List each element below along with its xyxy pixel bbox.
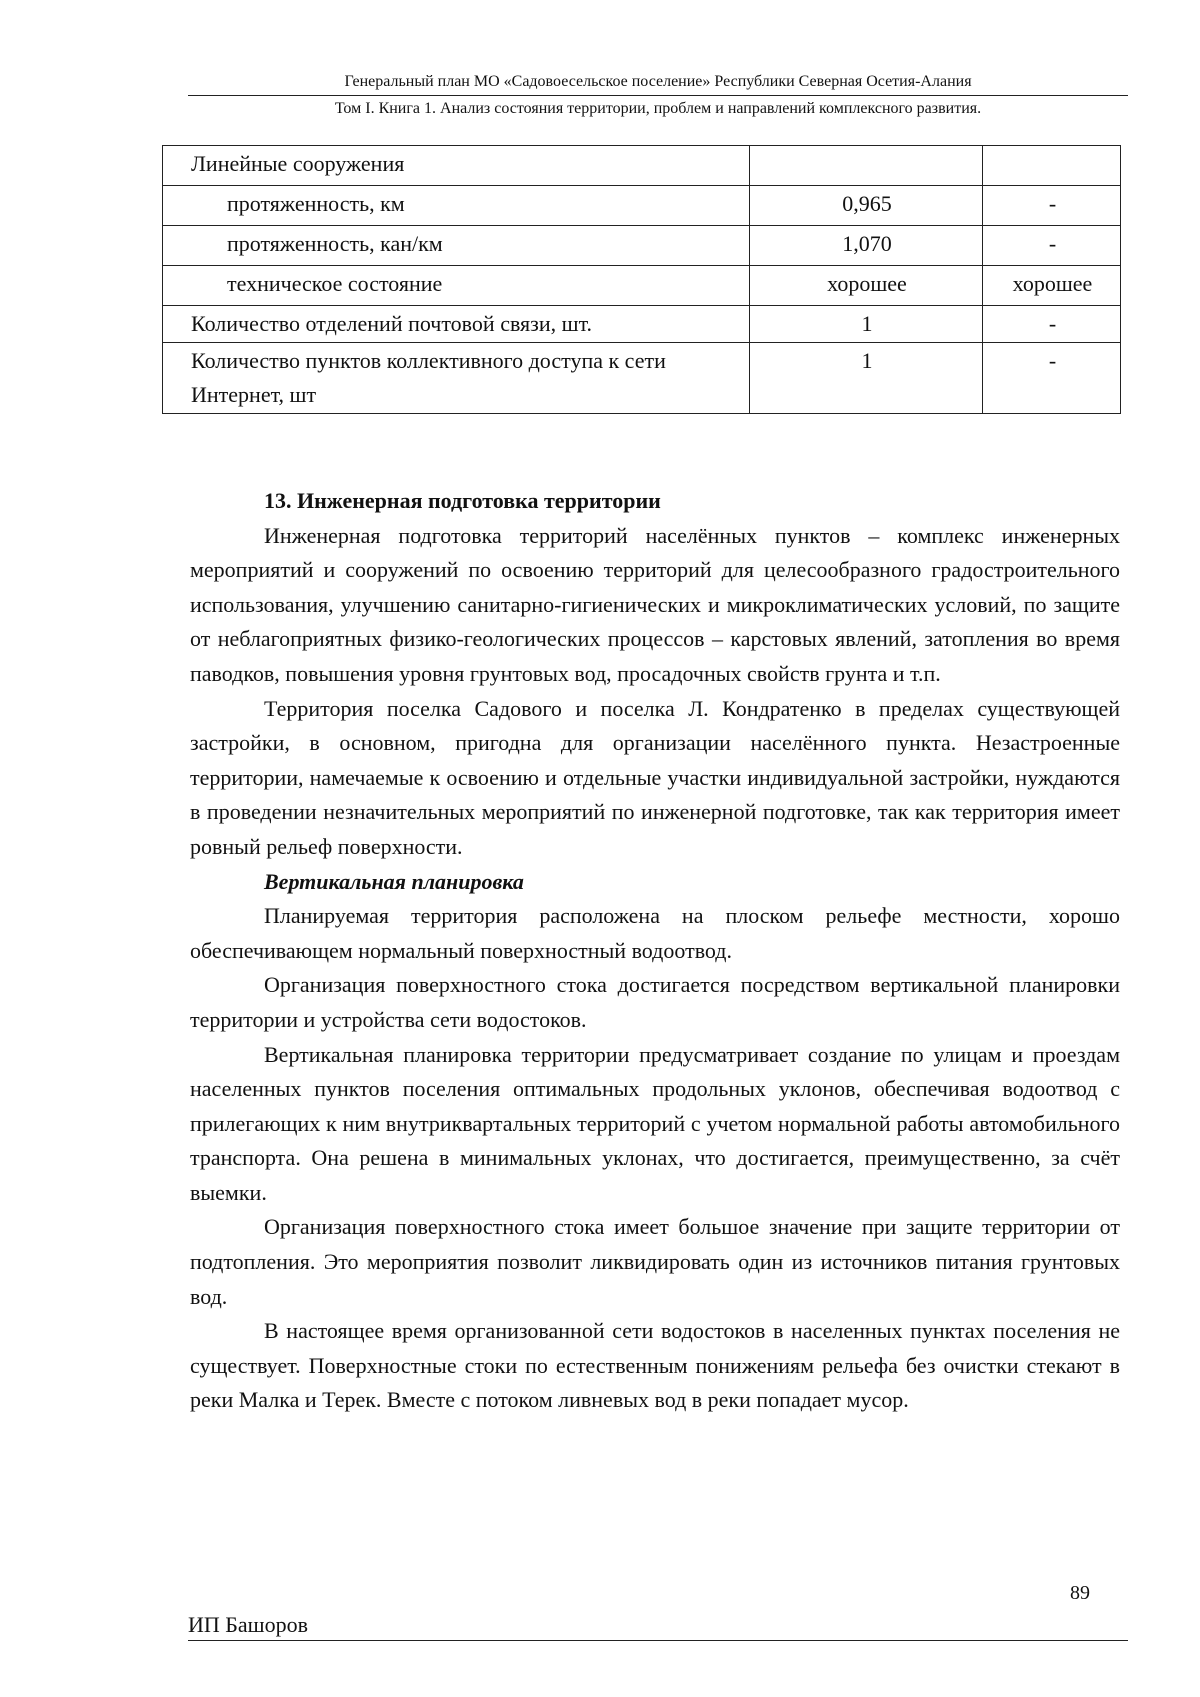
- table-cell: протяженность, км: [163, 186, 750, 226]
- header-line-2: Том I. Книга 1. Анализ состояния территории, проблем и направлений комплексного развития.: [334, 100, 982, 117]
- table-cell: -: [983, 186, 1121, 226]
- paragraph: Территория поселка Садового и поселка Л. Кондратенко в пределах существующей застройки, в основном, пригодна для организации населённого пункта. Незастроенные территории, намечаемые к освоению и отдельные участки индивидуальной застройки, нуждаются в проведении незначительных мероприятий по инженерной подготовке, так как территория имеет ровный рельеф поверхности.: [190, 695, 1120, 859]
- table-cell: -: [983, 306, 1121, 343]
- table-cell: Количество отделений почтовой связи, шт.: [163, 306, 750, 343]
- subsection-heading: Вертикальная планировка: [264, 868, 524, 894]
- table-row: [163, 343, 1121, 414]
- table-cell: хорошее: [983, 266, 1121, 306]
- paragraph: Планируемая территория расположена на плоском рельефе местности, хорошо обеспечивающем нормальный поверхностный водоотвод.: [190, 903, 1120, 963]
- table-cell: -: [983, 226, 1121, 266]
- table-cell: [750, 146, 983, 186]
- paragraph: Инженерная подготовка территорий населённых пунктов – комплекс инженерных мероприятий и сооружений по освоению территорий для целесообразного градостроительного использования, улучшению санитарно-гигиенических и микроклиматических условий, по защите от неблагоприятных физико-геологических процессов – карстовых явлений, затопления во время паводков, повышения уровня грунтовых вод, просадочных свойств грунта и т.п.: [190, 522, 1120, 686]
- table-row: [163, 226, 1121, 266]
- table-row: [163, 266, 1121, 306]
- table-cell: [983, 146, 1121, 186]
- table-row: [163, 146, 1121, 186]
- paragraph: Организация поверхностного стока достигается посредством вертикальной планировки территории и устройства сети водостоков.: [190, 972, 1120, 1032]
- table-row: [163, 306, 1121, 343]
- table-cell: -: [983, 343, 1121, 414]
- page-number: 89: [1070, 1582, 1090, 1604]
- table-cell: 0,965: [750, 186, 983, 226]
- section-heading: 13. Инженерная подготовка территории: [264, 488, 661, 513]
- paragraph: Вертикальная планировка территории предусматривает создание по улицам и проездам населенных пунктов поселения оптимальных продольных уклонов, обеспечивая водоотвод с прилегающих к ним внутриквартальных территорий с учетом нормальной работы автомобильного транспорта. Она решена в минимальных уклонах, что достигается, преимущественно, за счёт выемки.: [190, 1041, 1120, 1205]
- paragraph: Организация поверхностного стока имеет большое значение при защите территории от подтопления. Это мероприятия позволит ликвидировать один из источников питания грунтовых вод.: [190, 1214, 1120, 1309]
- table-cell: хорошее: [750, 266, 983, 306]
- section-body: [190, 484, 1120, 1418]
- table-row: [163, 186, 1121, 226]
- table-cell: 1: [750, 343, 983, 414]
- table-cell: протяженность, кан/км: [163, 226, 750, 266]
- page-footer: ИП Башоров: [188, 1612, 1128, 1641]
- header-line-1: Генеральный план МО «Садовоесельское поселение» Республики Северная Осетия-Алания: [188, 70, 1128, 96]
- table-cell: техническое состояние: [163, 266, 750, 306]
- table-cell: 1,070: [750, 226, 983, 266]
- table-cell: Линейные сооружения: [163, 146, 750, 186]
- page-header: [188, 70, 1128, 121]
- table-cell: 1: [750, 306, 983, 343]
- table-cell: Количество пунктов коллективного доступа к сети Интернет, шт: [163, 343, 750, 414]
- paragraph: В настоящее время организованной сети водостоков в населенных пунктах поселения не существует. Поверхностные стоки по естественным понижениям рельефа без очистки стекают в реки Малка и Терек. Вместе с потоком ливневых вод в реки попадает мусор.: [190, 1318, 1120, 1413]
- telecom-table: [162, 145, 1121, 414]
